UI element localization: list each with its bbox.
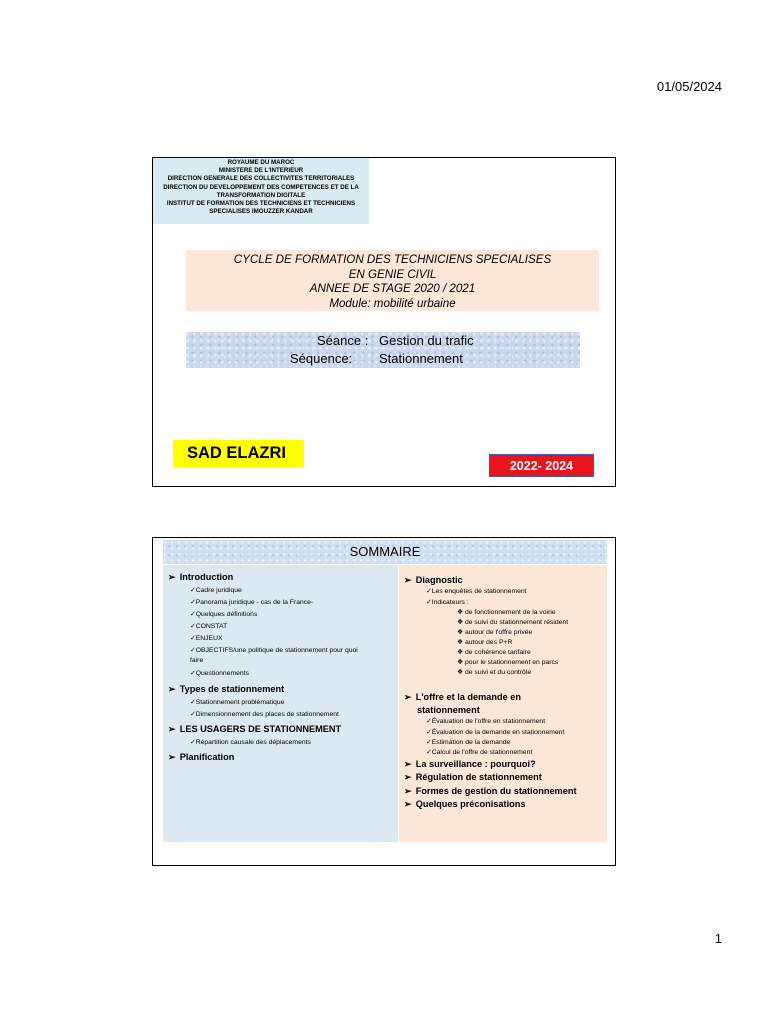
- toc-section-label: Planification: [179, 752, 235, 762]
- program-line: ANNEE DE STAGE 2020 / 2021: [309, 282, 476, 295]
- sequence-label: Séquence:: [290, 351, 353, 366]
- check-icon: ✓: [190, 699, 196, 706]
- toc-subitem-label: Panorama juridique - cas de la France-: [195, 599, 314, 606]
- toc-subitem: [190, 598, 313, 606]
- check-icon: ✓: [190, 623, 196, 630]
- toc-subitem-label: Questionnements: [195, 670, 249, 677]
- toc-section-diagnostic: [404, 575, 463, 586]
- check-icon: ✓: [426, 749, 432, 756]
- toc-subitem-label: Quelques définitions: [195, 611, 258, 618]
- toc-indicator: [457, 668, 531, 676]
- seance-label: Séance :: [317, 333, 369, 348]
- toc-section-label: Formes de gestion du stationnement: [415, 786, 577, 796]
- arrow-bullet-icon: ➢: [404, 772, 412, 782]
- session-block: [186, 332, 580, 368]
- slide-sommaire: [152, 537, 616, 866]
- toc-section-preconisations: [404, 799, 525, 810]
- arrow-bullet-icon: ➢: [404, 692, 412, 702]
- toc-indicator-label: autour des P+R: [464, 639, 513, 646]
- toc-indicator: [457, 648, 531, 656]
- toc-section-introduction: [168, 572, 233, 583]
- toc-section-label-continuation: stationnement: [417, 705, 480, 715]
- toc-subitem: [190, 738, 311, 746]
- toc-subitem: [190, 622, 227, 630]
- arrow-bullet-icon: ➢: [404, 799, 412, 809]
- toc-section-types: [168, 684, 284, 695]
- check-icon: ✓: [426, 729, 432, 736]
- toc-subitem: [426, 748, 532, 756]
- check-icon: ✓: [190, 599, 196, 606]
- diamond-bullet-icon: ❖: [457, 609, 464, 616]
- institution-line: MINISTERE DE L'INTERIEUR: [218, 167, 304, 175]
- toc-subitem-label: CONSTAT: [195, 623, 228, 630]
- sommaire-title: SOMMAIRE: [163, 540, 607, 564]
- check-icon: ✓: [190, 711, 196, 718]
- toc-subitem: [190, 634, 223, 642]
- toc-subitem: [426, 717, 545, 725]
- diamond-bullet-icon: ❖: [457, 649, 464, 656]
- toc-subitem-label: Évaluation de la demande en stationnement: [431, 729, 565, 736]
- toc-section-label: Régulation de stationnement: [415, 772, 542, 782]
- toc-indicator-label: pour le stationnement en parcs: [464, 659, 559, 666]
- check-icon: ✓: [426, 599, 432, 606]
- diamond-bullet-icon: ❖: [457, 619, 464, 626]
- toc-section-label: Introduction: [179, 572, 234, 582]
- toc-subitem: [426, 587, 527, 595]
- program-line: Module: mobilité urbaine: [329, 296, 456, 310]
- toc-subitem-label: ENJEUX: [195, 635, 223, 642]
- institution-line: ROYAUME DU MAROC: [227, 159, 295, 166]
- years-badge: 2022- 2024: [489, 454, 594, 477]
- toc-subitem-label: Estimation de la demande: [431, 739, 511, 746]
- toc-section-label: Types de stationnement: [179, 684, 285, 694]
- toc-subitem: [190, 586, 242, 594]
- institution-line: DIRECTION DU DEVELOPPEMENT DES COMPETENCES ET DE LA: [163, 183, 359, 191]
- institution-line: TRANSFORMATION DIGITALE: [216, 191, 306, 199]
- check-icon: ✓: [190, 611, 196, 618]
- toc-indicator-label: de fonctionnement de la voirie: [464, 609, 556, 616]
- check-icon: ✓: [190, 739, 196, 746]
- check-icon: ✓: [190, 587, 196, 594]
- arrow-bullet-icon: ➢: [404, 575, 412, 585]
- author-name: SAD ELAZRI: [173, 440, 304, 467]
- toc-subitem-label: Dimensionnement des places de stationnement: [195, 711, 339, 718]
- program-line: CYCLE DE FORMATION DES TECHNICIENS SPECIALISES: [233, 253, 552, 266]
- arrow-bullet-icon: ➢: [168, 684, 176, 694]
- page-number: 1: [714, 931, 722, 946]
- toc-indicator-label: de cohérence tarifaire: [464, 649, 531, 656]
- toc-section-label: LES USAGERS DE STATIONNEMENT: [179, 724, 342, 734]
- toc-section-label: Quelques préconisations: [415, 799, 526, 809]
- institution-line: INSTITUT DE FORMATION DES TECHNICIENS ET TECHNICIENS: [166, 200, 356, 208]
- toc-indicator: [457, 628, 532, 636]
- toc-subitem: [190, 698, 285, 706]
- toc-subitem-label: Calcul de l'offre de stationnement: [431, 749, 533, 756]
- program-block: [186, 250, 599, 311]
- toc-section-regulation: [404, 772, 542, 783]
- arrow-bullet-icon: ➢: [168, 572, 176, 582]
- toc-subitem: [190, 710, 339, 718]
- date-header: 01/05/2024: [656, 79, 722, 94]
- institution-line: DIRECTION GENERALE DES COLLECTIVITES TERRITORIALES: [167, 175, 355, 183]
- institution-line: SPECIALISES IMOUZZER KANDAR: [209, 208, 313, 216]
- toc-indicator: [457, 608, 556, 616]
- toc-section-formes-gestion: [404, 786, 577, 797]
- toc-indicator-label: de suivi et du contrôle: [464, 669, 532, 676]
- toc-subitem: [426, 728, 564, 736]
- check-icon: ✓: [426, 739, 432, 746]
- toc-section-surveillance: [404, 759, 536, 770]
- toc-subitem-label: Cadre juridique: [195, 587, 242, 594]
- slide-title: [152, 157, 616, 487]
- arrow-bullet-icon: ➢: [168, 724, 176, 734]
- seance-value: Gestion du trafic: [379, 333, 474, 348]
- check-icon: ✓: [190, 635, 196, 642]
- toc-subitem: [426, 738, 510, 746]
- check-icon: ✓: [426, 588, 432, 595]
- arrow-bullet-icon: ➢: [168, 752, 176, 762]
- toc-subitem-label: Répartition causale des déplacements: [195, 739, 311, 746]
- toc-section-label: La surveillance : pourquoi?: [415, 759, 536, 769]
- toc-indicator: [457, 638, 512, 646]
- arrow-bullet-icon: ➢: [404, 759, 412, 769]
- toc-subitem: [190, 646, 358, 654]
- toc-subitem-label: Évaluation de l'offre en stationnement: [431, 718, 546, 725]
- toc-subitem-label: OBJECTIFS/une politique de stationnement pour quoi: [195, 647, 358, 654]
- diamond-bullet-icon: ❖: [457, 639, 464, 646]
- toc-subitem-label: Indicateurs :: [431, 599, 469, 606]
- toc-subitem: [190, 669, 249, 677]
- toc-indicator: [457, 658, 558, 666]
- institution-block: [153, 158, 369, 224]
- toc-section-offre-demande: [404, 692, 521, 703]
- toc-section-planification: [168, 752, 234, 763]
- toc-indicator-label: de suivi du stationnement résident: [464, 619, 569, 626]
- toc-section-label: Diagnostic: [415, 575, 463, 585]
- check-icon: ✓: [190, 647, 196, 654]
- toc-section-usagers: [168, 724, 341, 735]
- check-icon: ✓: [190, 670, 196, 677]
- diamond-bullet-icon: ❖: [457, 629, 464, 636]
- toc-subitem: [426, 598, 469, 606]
- sequence-value: Stationnement: [379, 351, 463, 366]
- diamond-bullet-icon: ❖: [457, 669, 464, 676]
- toc-subitem: [190, 610, 257, 618]
- toc-subitem-continuation: faire: [190, 657, 204, 664]
- toc-indicator: [457, 618, 568, 626]
- diamond-bullet-icon: ❖: [457, 659, 464, 666]
- toc-subitem-label: Stationnement problématique: [195, 699, 285, 706]
- toc-indicator-label: autour de l'offre privée: [464, 629, 533, 636]
- program-line: EN GENIE CIVIL: [348, 267, 437, 281]
- toc-subitem-label: Les enquêtes de stationnement: [431, 588, 527, 595]
- arrow-bullet-icon: ➢: [404, 786, 412, 796]
- check-icon: ✓: [426, 718, 432, 725]
- toc-section-label: L'offre et la demande en: [415, 692, 522, 702]
